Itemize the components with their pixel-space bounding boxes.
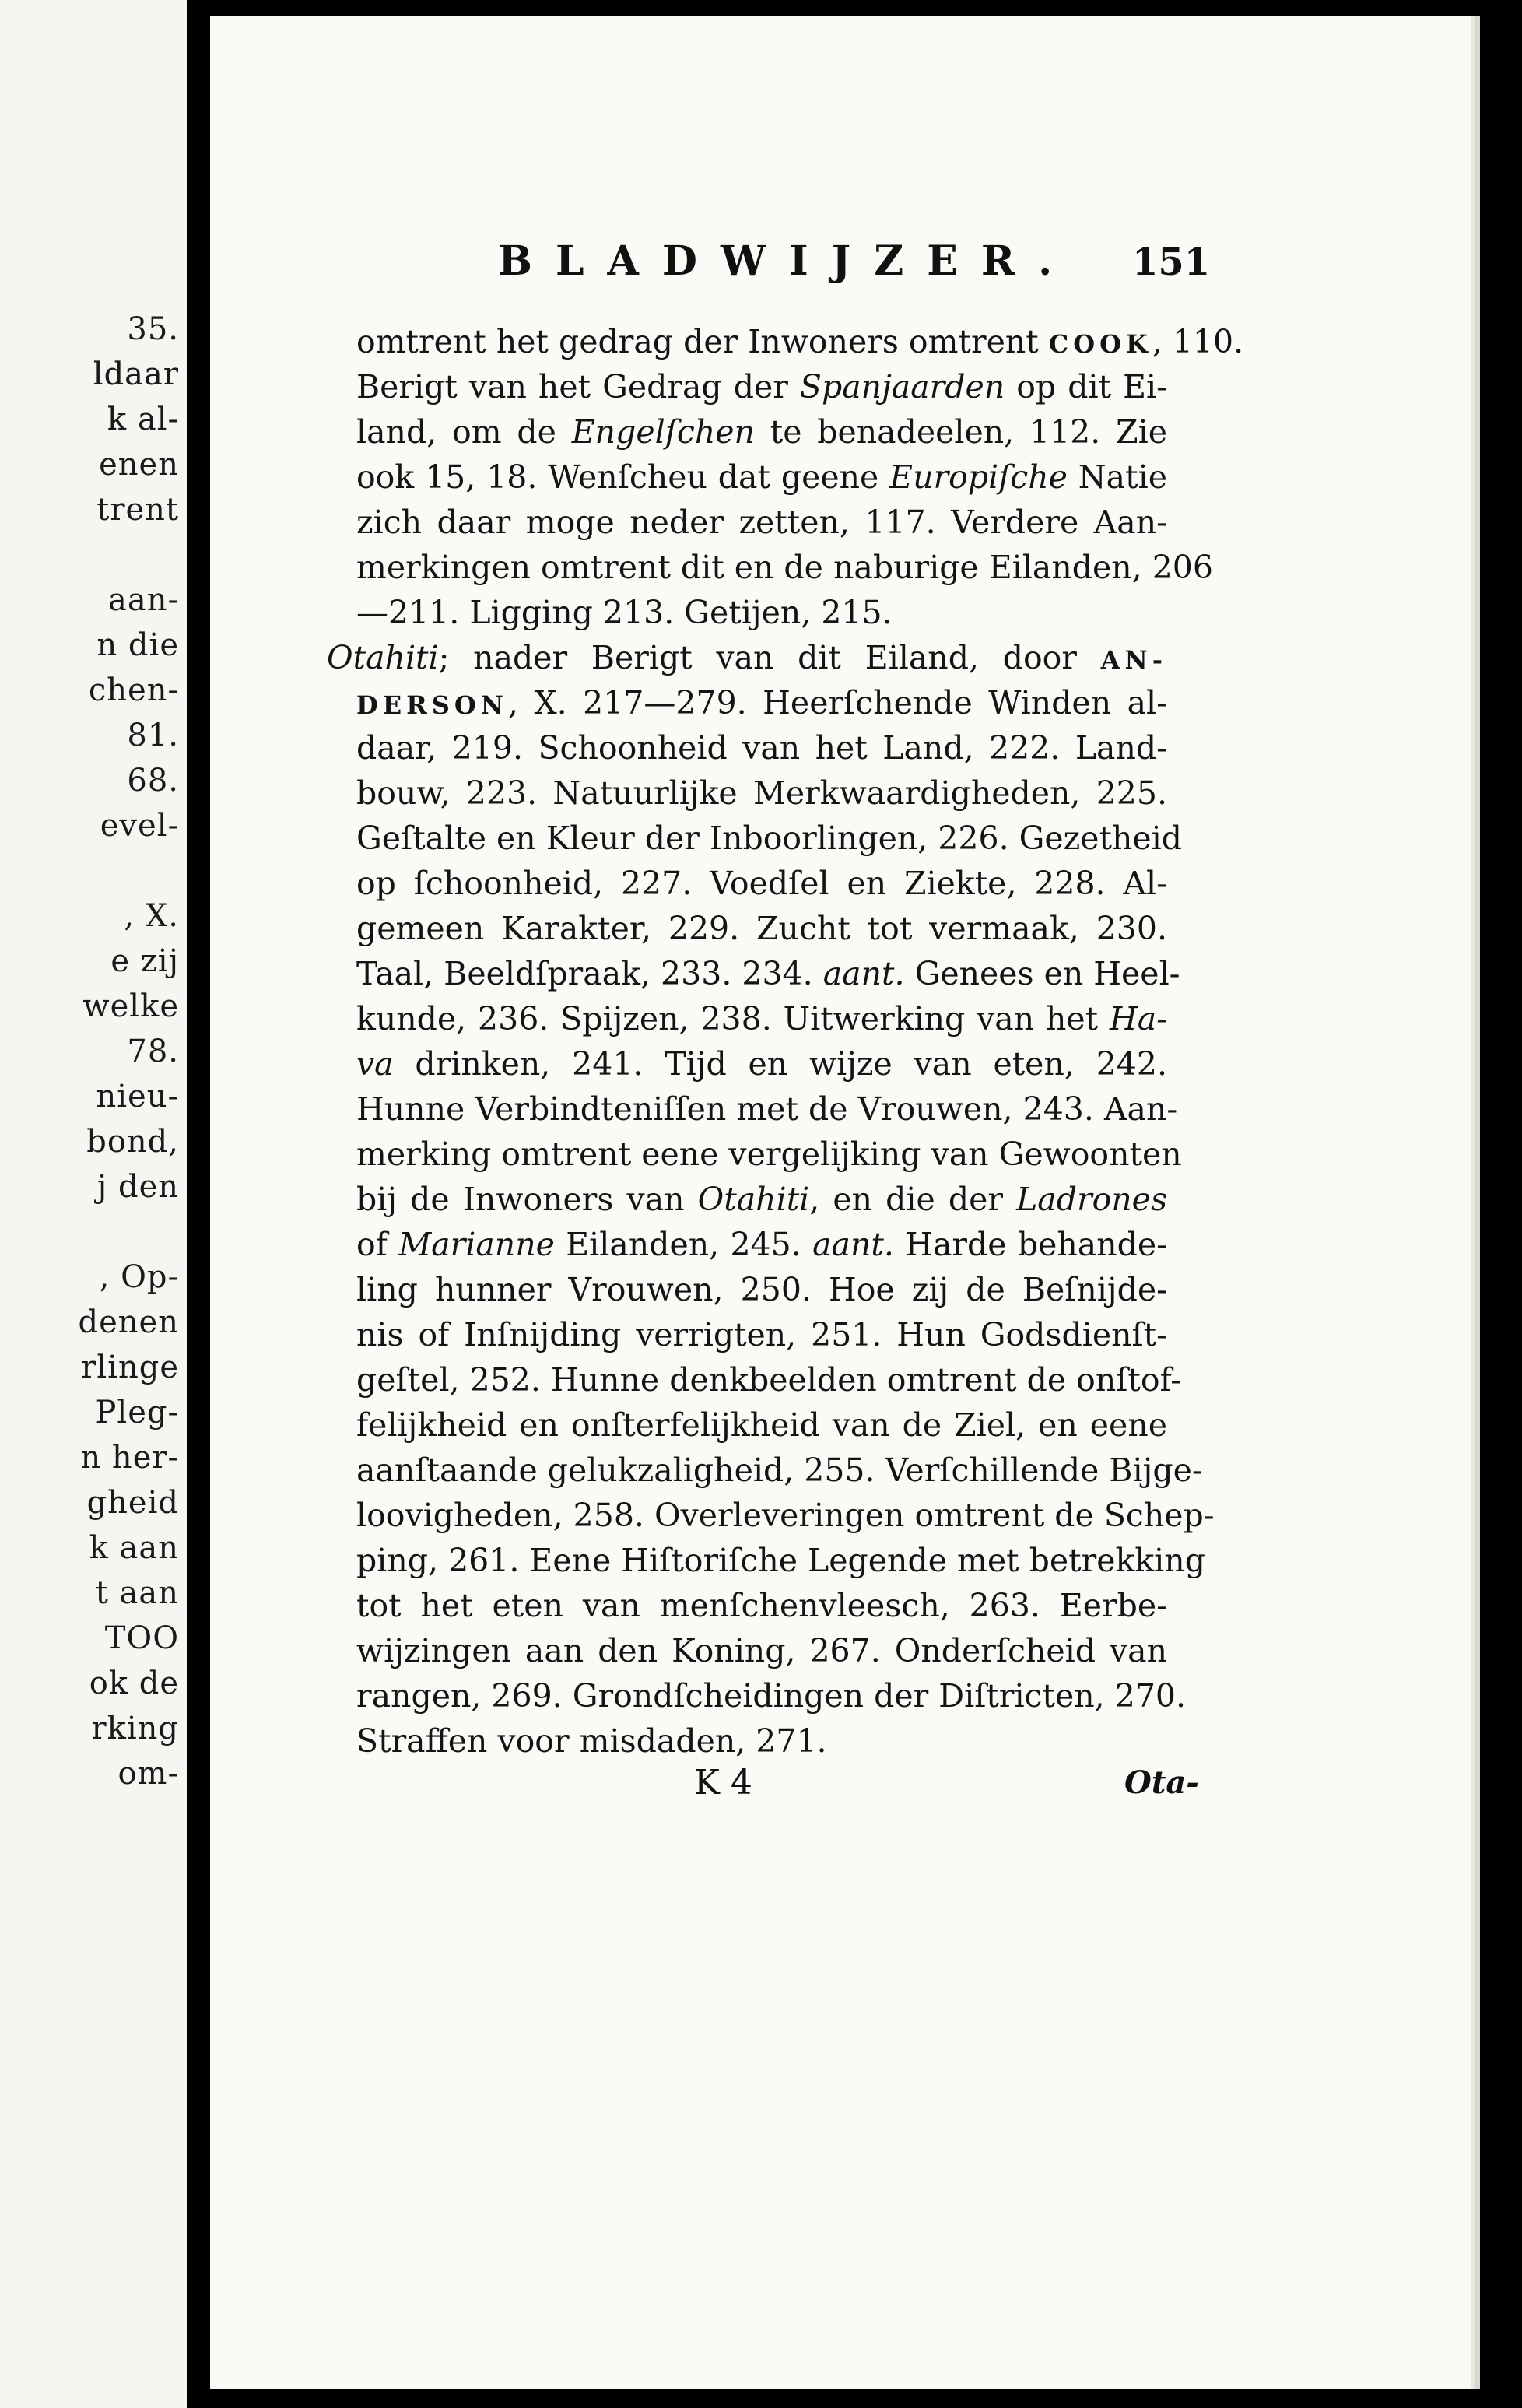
facing-page-line: TOO xyxy=(104,1620,179,1656)
facing-page-line: ldaar xyxy=(93,356,179,392)
facing-page-line: k al- xyxy=(107,402,179,437)
italic-term: Otahiti xyxy=(327,639,439,676)
facing-page-line: nieu- xyxy=(96,1079,179,1114)
page-footer xyxy=(210,1763,1471,1810)
small-caps-name: AN- xyxy=(1100,645,1167,675)
text-line xyxy=(327,409,1167,455)
text-segment: Natie xyxy=(1067,458,1167,496)
italic-term: Europiſche xyxy=(889,458,1068,496)
text-segment: op ſchoonheid, 227. Voedſel en Ziekte, 228. Al- xyxy=(356,865,1167,902)
text-line xyxy=(327,455,1167,500)
text-segment: geſtel, 252. Hunne denkbeelden omtrent de onſtof- xyxy=(356,1361,1182,1399)
text-line xyxy=(327,951,1180,996)
text-line xyxy=(327,319,1244,364)
facing-page-line: welke xyxy=(82,988,179,1024)
text-segment: rangen, 269. Grondſcheidingen der Diſtricten, 270. xyxy=(356,1677,1187,1715)
italic-term: Ladrones xyxy=(1016,1181,1167,1218)
italic-term: Spanjaarden xyxy=(799,368,1005,405)
text-segment: ook 15, 18. Wenſcheu dat geene xyxy=(356,458,890,496)
text-line xyxy=(327,545,1213,590)
text-line xyxy=(327,1041,1167,1086)
text-segment: Eilanden, 245. xyxy=(554,1226,813,1263)
facing-page-line: trent xyxy=(96,492,179,528)
text-segment: kunde, 236. Spijzen, 238. Uitwerking van het xyxy=(356,1000,1110,1037)
facing-page-line: enen xyxy=(99,447,179,483)
facing-page-line: chen- xyxy=(88,672,179,708)
running-title: BLADWIJZER. xyxy=(498,237,1076,285)
facing-page-line: evel- xyxy=(100,808,179,844)
text-segment: nis of Inſnijding verrigten, 251. Hun Godsdienſt- xyxy=(356,1316,1167,1353)
text-segment: Genees en Heel- xyxy=(904,955,1180,992)
text-line xyxy=(327,996,1167,1041)
text-segment: zich daar moge neder zetten, 117. Verdere Aan- xyxy=(356,504,1167,541)
text-line xyxy=(327,770,1167,816)
facing-page-line: bond, xyxy=(86,1124,179,1160)
text-segment: gemeen Karakter, 229. Zucht tot vermaak, 230. xyxy=(356,910,1167,947)
index-text xyxy=(327,319,1244,1764)
text-line xyxy=(327,680,1167,725)
italic-term: aant. xyxy=(812,1226,894,1263)
page-number: 151 xyxy=(1132,240,1211,284)
text-segment: ; nader Berigt van dit Eiland, door xyxy=(438,639,1101,676)
facing-page-line: aan- xyxy=(108,582,179,618)
text-line xyxy=(327,1718,1167,1764)
text-line xyxy=(327,635,1167,680)
facing-page-line: om- xyxy=(117,1756,179,1792)
facing-page-line: rlinge xyxy=(81,1350,179,1385)
facing-page-line: gheid xyxy=(86,1485,179,1521)
text-segment: merkingen omtrent dit en de naburige Eilanden, 206 xyxy=(356,549,1213,586)
text-line xyxy=(327,1086,1178,1132)
text-line xyxy=(327,1132,1182,1177)
catchword: Ota- xyxy=(1124,1764,1199,1801)
small-caps-name: COOK xyxy=(1048,329,1152,359)
text-segment: loovigheden, 258. Overleveringen omtrent de Schep- xyxy=(356,1497,1215,1534)
text-line xyxy=(327,500,1167,545)
text-line xyxy=(327,590,1167,635)
facing-page-line: k aan xyxy=(89,1530,179,1566)
text-line xyxy=(327,1357,1182,1402)
text-line xyxy=(327,1673,1187,1718)
facing-page-line: 35. xyxy=(127,311,179,347)
text-segment: of xyxy=(356,1226,399,1263)
text-segment: Straffen voor misdaden, 271. xyxy=(356,1722,827,1760)
text-segment: wijzingen aan den Koning, 267. Onderſcheid van xyxy=(356,1632,1167,1669)
italic-term: Engelſchen xyxy=(571,413,755,451)
signature-mark: K 4 xyxy=(694,1763,752,1802)
text-line xyxy=(327,1222,1167,1267)
text-segment: merking omtrent eene vergelijking van Gewoonten xyxy=(356,1136,1182,1173)
text-line xyxy=(327,1538,1205,1583)
italic-term: Otahiti xyxy=(697,1181,810,1218)
facing-page-line: j den xyxy=(96,1169,179,1205)
text-line xyxy=(327,725,1167,770)
text-line xyxy=(327,1402,1167,1448)
text-line xyxy=(327,861,1167,906)
facing-page-line: , X. xyxy=(124,898,179,934)
text-segment: —211. Ligging 213. Getijen, 215. xyxy=(356,594,893,631)
text-segment: Berigt van het Gedrag der xyxy=(356,368,800,405)
italic-term: Ha- xyxy=(1109,1000,1167,1037)
text-segment: , en die der xyxy=(809,1181,1017,1218)
facing-page-line: 68. xyxy=(127,763,179,799)
text-segment: ping, 261. Eene Hiſtoriſche Legende met betrekking xyxy=(356,1542,1205,1579)
facing-page-line: ok de xyxy=(89,1666,179,1701)
text-line xyxy=(327,1583,1167,1628)
text-line xyxy=(327,1493,1215,1538)
text-segment: drinken, 241. Tijd en wijze van eten, 242. xyxy=(393,1045,1167,1083)
facing-page-line: 78. xyxy=(127,1034,179,1069)
facing-page-line: n her- xyxy=(80,1440,179,1476)
text-segment: te benadeelen, 112. Zie xyxy=(754,413,1167,451)
text-line xyxy=(327,1448,1203,1493)
facing-page-line: denen xyxy=(78,1304,179,1340)
text-segment: op dit Ei- xyxy=(1005,368,1167,405)
italic-term: Marianne xyxy=(398,1226,555,1263)
text-line xyxy=(327,1177,1167,1222)
facing-page-line: rking xyxy=(91,1711,179,1746)
small-caps-name: DERSON xyxy=(356,690,508,720)
facing-page-line: n die xyxy=(96,627,179,663)
facing-page-fragment xyxy=(0,0,187,2408)
text-segment: ling hunner Vrouwen, 250. Hoe zij de Beſnijde- xyxy=(356,1271,1167,1308)
text-segment: Harde behande- xyxy=(893,1226,1167,1263)
text-segment: bij de Inwoners van xyxy=(356,1181,698,1218)
text-segment: , 110. xyxy=(1152,323,1244,360)
text-segment: Hunne Verbindteniſſen met de Vrouwen, 243. Aan- xyxy=(356,1090,1178,1128)
text-line xyxy=(327,1267,1167,1312)
text-segment: , X. 217—279. Heerſchende Winden al- xyxy=(507,684,1167,721)
text-segment: omtrent het gedrag der Inwoners omtrent xyxy=(356,323,1049,360)
text-line xyxy=(327,1312,1167,1357)
page-header xyxy=(210,237,1471,284)
text-segment: bouw, 223. Natuurlijke Merkwaardigheden, 225. xyxy=(356,774,1167,812)
text-segment: aanſtaande gelukzaligheid, 255. Verſchillende Bijge- xyxy=(356,1451,1203,1489)
facing-page-line: t aan xyxy=(95,1575,179,1611)
facing-page-line: Pleg- xyxy=(95,1395,179,1430)
book-page xyxy=(210,16,1471,2389)
text-segment: felijkheid en onſterfelijkheid van de Ziel, en eene xyxy=(356,1406,1167,1444)
text-segment: daar, 219. Schoonheid van het Land, 222. Land- xyxy=(356,729,1167,767)
facing-page-line: e zij xyxy=(110,943,179,979)
text-line xyxy=(327,364,1167,409)
text-line xyxy=(327,1628,1167,1673)
text-segment: Taal, Beeldſpraak, 233. 234. xyxy=(356,955,823,992)
text-segment: Geſtalte en Kleur der Inboorlingen, 226. Gezetheid xyxy=(356,820,1183,857)
text-segment: tot het eten van menſchenvleesch, 263. Eerbe- xyxy=(356,1587,1167,1624)
text-segment: land, om de xyxy=(356,413,572,451)
italic-term: va xyxy=(356,1045,394,1083)
text-line xyxy=(327,816,1183,861)
text-line xyxy=(327,906,1167,951)
facing-page-line: 81. xyxy=(127,718,179,753)
italic-term: aant. xyxy=(822,955,905,992)
facing-page-line: , Op- xyxy=(99,1259,179,1295)
